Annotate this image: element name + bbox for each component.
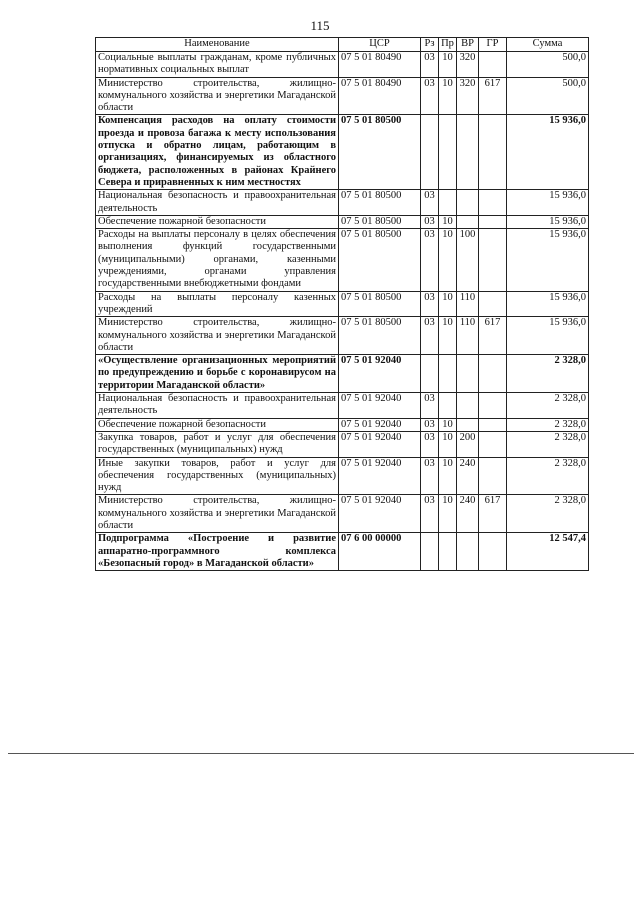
row-vr-cell: [457, 215, 479, 228]
row-gr-cell: 617: [479, 77, 507, 115]
row-rz-cell: 03: [421, 190, 439, 216]
row-gr-cell: [479, 533, 507, 571]
header-rz: Рз: [421, 38, 439, 52]
row-vr-cell: [457, 533, 479, 571]
table-row: [96, 431, 589, 457]
header-csr: ЦСР: [339, 38, 421, 52]
header-vr: ВР: [457, 38, 479, 52]
row-pr-cell: 10: [439, 52, 457, 78]
row-name-cell: Иные закупки товаров, работ и услуг для обеспечения государственных (муниципальных) нужд: [96, 457, 339, 495]
table-row: [96, 533, 589, 571]
row-csr-cell: 07 5 01 80500: [339, 115, 421, 190]
row-rz-cell: 03: [421, 229, 439, 291]
row-rz-cell: 03: [421, 495, 439, 533]
row-name-cell: Обеспечение пожарной безопасности: [96, 418, 339, 431]
row-sum-cell: 15 936,0: [507, 215, 589, 228]
row-csr-cell: 07 5 01 80490: [339, 77, 421, 115]
row-gr-cell: [479, 291, 507, 317]
row-rz-cell: [421, 355, 439, 393]
row-gr-cell: [479, 229, 507, 291]
row-sum-cell: 15 936,0: [507, 115, 589, 190]
row-csr-cell: 07 5 01 80490: [339, 52, 421, 78]
row-rz-cell: 03: [421, 393, 439, 419]
row-pr-cell: [439, 190, 457, 216]
row-pr-cell: 10: [439, 457, 457, 495]
row-pr-cell: 10: [439, 495, 457, 533]
row-sum-cell: 12 547,4: [507, 533, 589, 571]
row-rz-cell: 03: [421, 431, 439, 457]
row-sum-cell: 2 328,0: [507, 393, 589, 419]
row-sum-cell: 2 328,0: [507, 355, 589, 393]
row-gr-cell: [479, 457, 507, 495]
header-pr: Пр: [439, 38, 457, 52]
row-pr-cell: 10: [439, 291, 457, 317]
row-gr-cell: [479, 190, 507, 216]
row-csr-cell: 07 5 01 80500: [339, 291, 421, 317]
row-pr-cell: [439, 355, 457, 393]
row-name-cell: Министерство строительства, жилищно-коммунального хозяйства и энергетики Магаданской области: [96, 495, 339, 533]
table-row: [96, 418, 589, 431]
row-name-cell: Компенсация расходов на оплату стоимости проезда и провоза багажа к месту использования отпуска и обратно лицам, работающим в организациях, финансируемых из областного бюджета, расположенных в районах Крайнего Севера и приравненных к ним местностях: [96, 115, 339, 190]
row-rz-cell: 03: [421, 418, 439, 431]
budget-table: [95, 37, 589, 571]
row-sum-cell: 2 328,0: [507, 495, 589, 533]
row-csr-cell: 07 5 01 92040: [339, 393, 421, 419]
row-gr-cell: [479, 355, 507, 393]
table-row: [96, 291, 589, 317]
row-name-cell: Социальные выплаты гражданам, кроме публичных нормативных социальных выплат: [96, 52, 339, 78]
row-pr-cell: [439, 533, 457, 571]
table-body: [96, 52, 589, 571]
row-sum-cell: 15 936,0: [507, 291, 589, 317]
header-sum: Сумма: [507, 38, 589, 52]
row-vr-cell: 200: [457, 431, 479, 457]
row-vr-cell: [457, 190, 479, 216]
row-rz-cell: 03: [421, 317, 439, 355]
row-name-cell: Министерство строительства, жилищно-коммунального хозяйства и энергетики Магаданской области: [96, 317, 339, 355]
row-gr-cell: [479, 215, 507, 228]
row-pr-cell: 10: [439, 77, 457, 115]
row-csr-cell: 07 5 01 92040: [339, 418, 421, 431]
row-pr-cell: 10: [439, 215, 457, 228]
row-gr-cell: 617: [479, 495, 507, 533]
header-gr: ГР: [479, 38, 507, 52]
table-row: [96, 355, 589, 393]
row-pr-cell: 10: [439, 418, 457, 431]
row-vr-cell: [457, 115, 479, 190]
row-rz-cell: 03: [421, 215, 439, 228]
row-gr-cell: [479, 418, 507, 431]
row-name-cell: Расходы на выплаты персоналу казенных учреждений: [96, 291, 339, 317]
row-vr-cell: 240: [457, 457, 479, 495]
row-vr-cell: [457, 418, 479, 431]
row-vr-cell: 110: [457, 291, 479, 317]
row-gr-cell: [479, 431, 507, 457]
row-vr-cell: [457, 355, 479, 393]
row-vr-cell: 320: [457, 77, 479, 115]
table-row: [96, 190, 589, 216]
row-sum-cell: 2 328,0: [507, 418, 589, 431]
table-row: [96, 115, 589, 190]
row-vr-cell: 100: [457, 229, 479, 291]
row-gr-cell: [479, 115, 507, 190]
row-name-cell: «Осуществление организационных мероприятий по предупреждению и борьбе с коронавирусом на территории Магаданской области»: [96, 355, 339, 393]
row-csr-cell: 07 5 01 80500: [339, 215, 421, 228]
row-gr-cell: [479, 52, 507, 78]
row-sum-cell: 2 328,0: [507, 431, 589, 457]
table-row: [96, 317, 589, 355]
row-csr-cell: 07 5 01 92040: [339, 495, 421, 533]
row-pr-cell: 10: [439, 229, 457, 291]
row-csr-cell: 07 5 01 80500: [339, 190, 421, 216]
table-row: [96, 52, 589, 78]
row-name-cell: Расходы на выплаты персоналу в целях обеспечения выполнения функций государственными (муниципальными) органами, казенными учреждениями, органами управления государственными внебюджетными фондами: [96, 229, 339, 291]
row-pr-cell: 10: [439, 431, 457, 457]
row-gr-cell: 617: [479, 317, 507, 355]
row-rz-cell: [421, 115, 439, 190]
row-rz-cell: 03: [421, 457, 439, 495]
row-vr-cell: 320: [457, 52, 479, 78]
row-name-cell: Национальная безопасность и правоохранительная деятельность: [96, 393, 339, 419]
row-pr-cell: [439, 115, 457, 190]
row-rz-cell: [421, 533, 439, 571]
table-header-row: [96, 38, 589, 52]
row-sum-cell: 15 936,0: [507, 317, 589, 355]
table-row: [96, 215, 589, 228]
row-csr-cell: 07 5 01 92040: [339, 457, 421, 495]
row-gr-cell: [479, 393, 507, 419]
row-vr-cell: 240: [457, 495, 479, 533]
table-row: [96, 457, 589, 495]
row-vr-cell: [457, 393, 479, 419]
row-csr-cell: 07 6 00 00000: [339, 533, 421, 571]
table-row: [96, 495, 589, 533]
table-row: [96, 229, 589, 291]
row-rz-cell: 03: [421, 52, 439, 78]
row-name-cell: Министерство строительства, жилищно-коммунального хозяйства и энергетики Магаданской области: [96, 77, 339, 115]
row-pr-cell: [439, 393, 457, 419]
row-csr-cell: 07 5 01 80500: [339, 317, 421, 355]
row-sum-cell: 500,0: [507, 52, 589, 78]
row-sum-cell: 15 936,0: [507, 190, 589, 216]
row-vr-cell: 110: [457, 317, 479, 355]
row-csr-cell: 07 5 01 92040: [339, 355, 421, 393]
row-sum-cell: 2 328,0: [507, 457, 589, 495]
table-row: [96, 77, 589, 115]
row-rz-cell: 03: [421, 291, 439, 317]
page-divider-line: [8, 753, 634, 754]
row-sum-cell: 500,0: [507, 77, 589, 115]
row-csr-cell: 07 5 01 80500: [339, 229, 421, 291]
table-row: [96, 393, 589, 419]
header-name: Наименование: [96, 38, 339, 52]
row-pr-cell: 10: [439, 317, 457, 355]
row-sum-cell: 15 936,0: [507, 229, 589, 291]
page-number: 115: [310, 18, 330, 33]
row-csr-cell: 07 5 01 92040: [339, 431, 421, 457]
row-name-cell: Закупка товаров, работ и услуг для обеспечения государственных (муниципальных) нужд: [96, 431, 339, 457]
row-name-cell: Национальная безопасность и правоохранительная деятельность: [96, 190, 339, 216]
row-name-cell: Обеспечение пожарной безопасности: [96, 215, 339, 228]
row-rz-cell: 03: [421, 77, 439, 115]
row-name-cell: Подпрограмма «Построение и развитие аппаратно-программного комплекса «Безопасный город» в Магаданской области»: [96, 533, 339, 571]
